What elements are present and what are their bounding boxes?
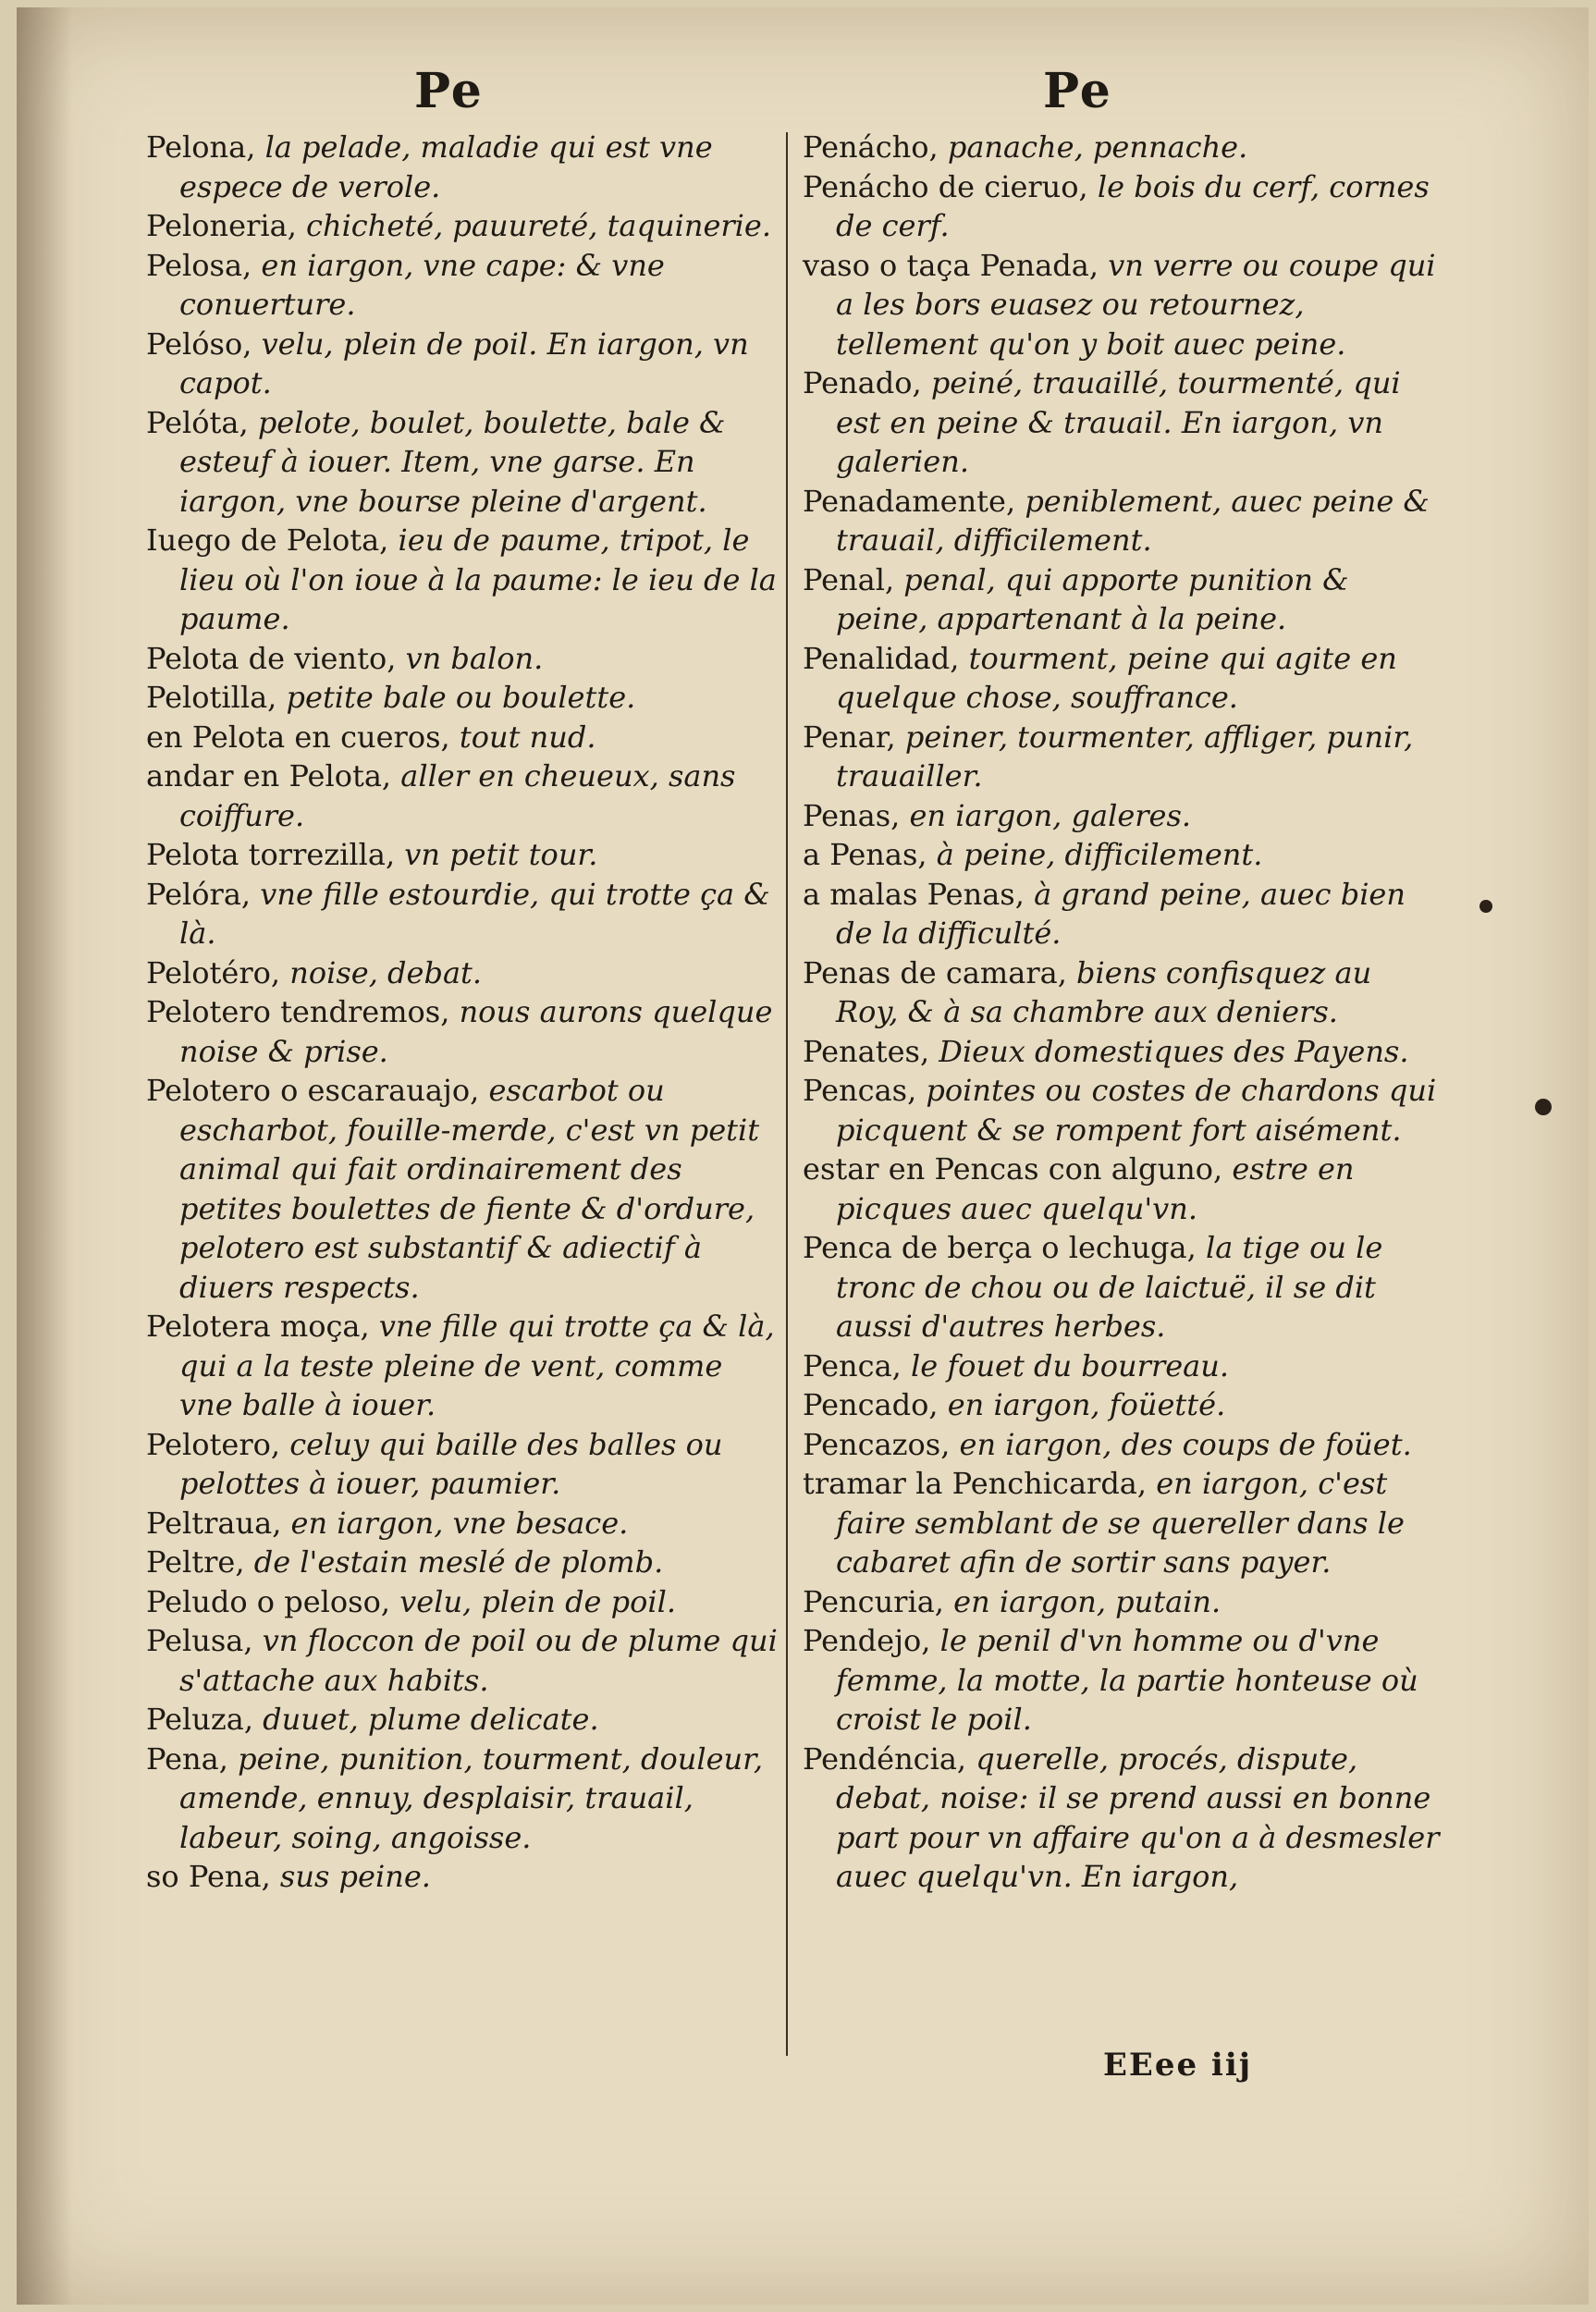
dictionary-entry <box>803 1740 1441 1897</box>
dictionary-entry <box>803 835 1441 875</box>
definition: aller en cheueux, sans coiffure. <box>179 758 736 833</box>
headword: Pendéncia, <box>803 1740 967 1777</box>
dictionary-entry <box>146 1700 784 1740</box>
definition: querelle, procés, dispute, debat, noise: il se prend aussi en bonne part pour vn affaire qu'on a à desmesler auec quelqu'vn. En iargon, <box>836 1740 1440 1894</box>
definition: vne fille estourdie, qui trotte ça & là. <box>179 876 770 951</box>
definition: celuy qui baille des balles ou pelottes à iouer, paumier. <box>179 1426 723 1501</box>
headword: Pelusa, <box>146 1623 253 1658</box>
headword: Pelóra, <box>146 876 252 912</box>
definition: en iargon, foüetté. <box>947 1387 1226 1422</box>
left-column <box>146 128 784 1897</box>
definition: le bois du cerf, cornes de cerf. <box>836 168 1430 243</box>
headword: Pencuria, <box>803 1583 944 1619</box>
definition: panache, pennache. <box>947 129 1248 165</box>
headword: vaso o taça Penada, <box>803 247 1099 283</box>
headword: Peluza, <box>146 1702 253 1737</box>
dictionary-entry <box>803 363 1441 482</box>
dictionary-entry <box>803 1385 1441 1425</box>
definition: peniblement, auec peine & trauail, difficilement. <box>836 483 1430 558</box>
headword: Penácho, <box>803 129 939 165</box>
headword: Pelona, <box>146 129 256 165</box>
headword: Pelotero tendremos, <box>146 994 450 1029</box>
dictionary-entry <box>803 1032 1441 1072</box>
definition: vn verre ou coupe qui a les bors euasez ou retournez, tellement qu'on y boit auec peine. <box>836 247 1436 362</box>
dictionary-entry <box>146 1504 784 1543</box>
dictionary-entry <box>803 1582 1441 1622</box>
dictionary-entry <box>146 953 784 993</box>
dictionary-entry <box>803 1425 1441 1465</box>
ink-spot <box>1535 1099 1552 1115</box>
dictionary-entry <box>146 718 784 757</box>
ink-spot <box>1479 900 1492 913</box>
dictionary-entry <box>803 639 1441 718</box>
headword: a Penas, <box>803 837 927 872</box>
dictionary-entry <box>146 206 784 246</box>
dictionary-entry <box>146 403 784 522</box>
definition: duuet, plume delicate. <box>263 1702 599 1737</box>
definition: peiner, tourmenter, affliger, punir, trauailler. <box>836 719 1414 793</box>
headword: Pencas, <box>803 1073 917 1108</box>
headword: Pelóta, <box>146 404 249 440</box>
headword: Pendejo, <box>803 1623 931 1658</box>
definition: pointes ou costes de chardons qui picquent & se rompent fort aisément. <box>836 1073 1437 1148</box>
definition: de l'estain meslé de plomb. <box>253 1544 664 1580</box>
headword: Peloneria, <box>146 208 297 243</box>
dictionary-entry <box>803 246 1441 364</box>
definition: la pelade, maladie qui est vne espece de verole. <box>179 129 713 204</box>
definition: sus peine. <box>279 1859 431 1894</box>
headword: Pelóso, <box>146 326 252 362</box>
definition: estre en picques auec quelqu'vn. <box>836 1151 1355 1226</box>
dictionary-entry <box>803 1150 1441 1228</box>
headword: Pelota de viento, <box>146 640 397 676</box>
dictionary-entry <box>803 1621 1441 1740</box>
definition: en iargon, galeres. <box>909 797 1192 833</box>
definition: en iargon, vne besace. <box>290 1505 629 1541</box>
definition: en iargon, putain. <box>953 1583 1222 1619</box>
headword: Pelotero o escarauajo, <box>146 1073 480 1108</box>
dictionary-entry <box>146 521 784 639</box>
dictionary-entry <box>146 1621 784 1700</box>
headword: tramar la Penchicarda, <box>803 1466 1148 1501</box>
dictionary-entry <box>803 1071 1441 1150</box>
dictionary-entry <box>146 1582 784 1622</box>
definition: peine, punition, tourment, douleur, amende, ennuy, desplaisir, trauail, labeur, soing, angoisse. <box>179 1740 764 1855</box>
headword: Pencado, <box>803 1387 939 1422</box>
dictionary-entry <box>146 678 784 718</box>
definition: nous aurons quelque noise & prise. <box>179 994 773 1069</box>
definition: en iargon, c'est faire semblant de se quereller dans le cabaret afin de sortir sans payer. <box>836 1466 1405 1580</box>
running-head-right: Pe <box>1043 63 1112 119</box>
dictionary-entry <box>146 325 784 403</box>
headword: en Pelota en cueros, <box>146 719 450 755</box>
definition: escarbot ou escharbot, fouille-merde, c'est vn petit animal qui fait ordinairement des petites boulettes de fiente & d'ordure, pelotero est substantif & adiectif à diuers respects. <box>179 1073 760 1305</box>
headword: Penalidad, <box>803 640 960 676</box>
headword: Pelotera moça, <box>146 1309 370 1344</box>
dictionary-entry <box>146 128 784 206</box>
headword: Peltraua, <box>146 1505 282 1541</box>
headword: Peltre, <box>146 1544 245 1580</box>
definition: en iargon, vne cape: & vne conuerture. <box>179 247 665 322</box>
headword: Pelotero, <box>146 1426 281 1462</box>
definition: le penil d'vn homme ou d'vne femme, la motte, la partie honteuse où croist le poil. <box>836 1623 1418 1737</box>
definition: velu, plein de poil. <box>399 1583 677 1619</box>
headword: Penácho de cieruo, <box>803 168 1088 204</box>
definition: tout nud. <box>459 719 596 755</box>
headword: Penca de berça o lechuga, <box>803 1230 1197 1265</box>
definition: vn petit tour. <box>404 837 598 872</box>
headword: Penca, <box>803 1347 902 1384</box>
headword: Penar, <box>803 719 896 755</box>
headword: Pelotilla, <box>146 680 277 715</box>
dictionary-entry <box>803 875 1441 953</box>
dictionary-entry <box>803 718 1441 796</box>
headword: Penadamente, <box>803 483 1016 519</box>
definition: la tige ou le tronc de chou ou de laictuë, il se dit aussi d'autres herbes. <box>836 1230 1383 1344</box>
dictionary-entry <box>146 246 784 325</box>
headword: a malas Penas, <box>803 876 1025 912</box>
headword: estar en Pencas con alguno, <box>803 1151 1223 1187</box>
headword: Iuego de Pelota, <box>146 523 389 558</box>
dictionary-entry <box>146 639 784 679</box>
dictionary-entry <box>146 1857 784 1897</box>
definition: biens confisquez au Roy, & à sa chambre aux deniers. <box>836 954 1372 1029</box>
running-head-left: Pe <box>414 63 484 119</box>
definition: en iargon, des coups de foüet. <box>959 1426 1412 1462</box>
headword: Pelosa, <box>146 247 252 283</box>
definition: vn balon. <box>405 640 544 676</box>
definition: chicheté, pauureté, taquinerie. <box>306 208 772 243</box>
headword: Pencazos, <box>803 1426 951 1462</box>
headword: Penates, <box>803 1033 930 1069</box>
definition: vne fille qui trotte ça & là, qui a la teste pleine de vent, comme vne balle à iouer. <box>179 1309 775 1422</box>
headword: andar en Pelota, <box>146 758 392 793</box>
headword: so Pena, <box>146 1859 271 1894</box>
dictionary-entry <box>803 1228 1441 1347</box>
definition: tourment, peine qui agite en quelque chose, souffrance. <box>836 640 1397 715</box>
column-rule <box>786 132 788 2056</box>
dictionary-entry <box>146 1543 784 1582</box>
dictionary-entry <box>803 560 1441 639</box>
headword: Penas, <box>803 797 901 833</box>
definition: pelote, boulet, boulette, bale & esteuf à iouer. Item, vne garse. En iargon, vne bourse pleine d'argent. <box>179 404 726 519</box>
headword: Penado, <box>803 365 922 400</box>
headword: Penal, <box>803 561 895 597</box>
dictionary-entry <box>146 875 784 953</box>
dictionary-entry <box>146 992 784 1071</box>
dictionary-entry <box>803 1464 1441 1582</box>
headword: Pelota torrezilla, <box>146 837 396 872</box>
dictionary-entry <box>803 167 1441 246</box>
right-column <box>803 128 1441 1897</box>
definition: velu, plein de poil. En iargon, vn capot. <box>179 326 749 400</box>
dictionary-entry <box>146 1740 784 1858</box>
definition: penal, qui apporte punition & peine, appartenant à la peine. <box>836 561 1349 636</box>
dictionary-entry <box>803 482 1441 560</box>
definition: à peine, difficilement. <box>936 837 1263 872</box>
dictionary-entry <box>146 1425 784 1504</box>
definition: ieu de paume, tripot, le lieu où l'on ioue à la paume: le ieu de la paume. <box>179 523 777 636</box>
definition: le fouet du bourreau. <box>910 1347 1230 1384</box>
headword: Peludo o peloso, <box>146 1583 391 1619</box>
headword: Penas de camara, <box>803 954 1067 990</box>
dictionary-entry <box>803 796 1441 836</box>
dictionary-entry <box>803 953 1441 1032</box>
definition: vn floccon de poil ou de plume qui s'attache aux habits. <box>179 1623 778 1698</box>
book-page <box>17 7 1589 2305</box>
definition: noise, debat. <box>289 954 483 990</box>
headword: Pelotéro, <box>146 954 281 990</box>
signature-mark: EEee iij <box>1103 2047 1253 2084</box>
dictionary-entry <box>146 756 784 835</box>
dictionary-entry <box>146 835 784 875</box>
dictionary-entry <box>803 128 1441 167</box>
definition: peiné, trauaillé, tourmenté, qui est en peine & trauail. En iargon, vn galerien. <box>836 365 1401 479</box>
definition: à grand peine, auec bien de la difficulté. <box>836 876 1406 951</box>
dictionary-entry <box>146 1071 784 1307</box>
definition: Dieux domestiques des Payens. <box>939 1033 1409 1069</box>
dictionary-entry <box>146 1307 784 1425</box>
headword: Pena, <box>146 1740 228 1777</box>
definition: petite bale ou boulette. <box>286 680 636 715</box>
dictionary-entry <box>803 1347 1441 1386</box>
spine-shadow <box>17 7 72 2305</box>
